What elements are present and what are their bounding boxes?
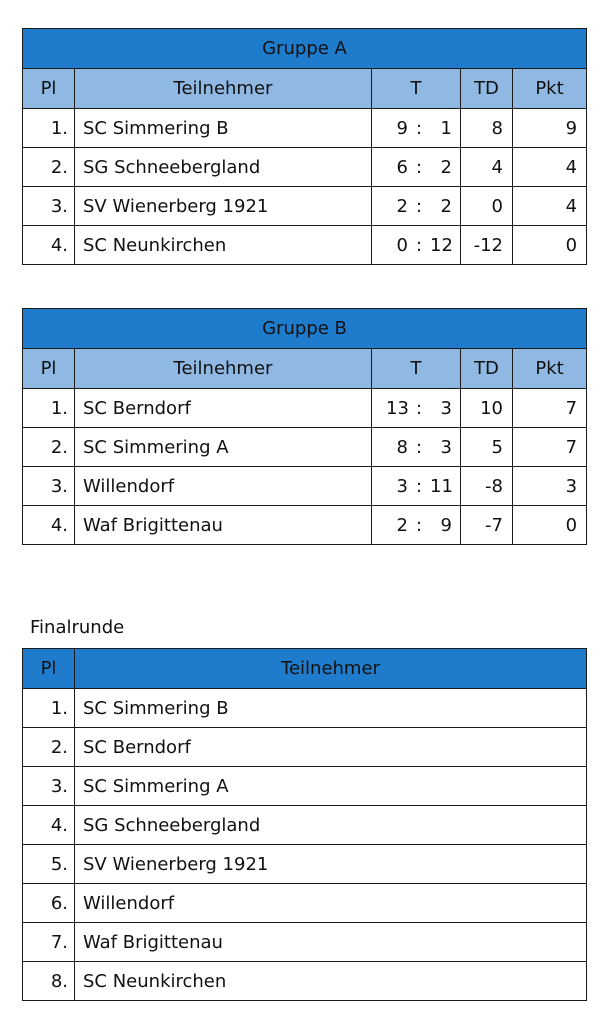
table-row xyxy=(23,226,587,265)
goals-for: 13 xyxy=(386,397,409,419)
goals-against: 3 xyxy=(440,397,452,419)
rank-cell: 4. xyxy=(23,226,75,265)
col-t: T xyxy=(372,349,461,389)
goals-for: 9 xyxy=(396,117,408,139)
goals-cell xyxy=(372,467,461,506)
group-b-title: Gruppe B xyxy=(23,309,587,349)
rank-cell: 2. xyxy=(23,728,75,767)
final-round-table xyxy=(22,648,587,1001)
col-td: TD xyxy=(461,69,513,109)
goal-difference-cell: 10 xyxy=(461,389,513,428)
col-pl: Pl xyxy=(23,649,75,689)
points-cell: 4 xyxy=(513,148,587,187)
final-header-row xyxy=(23,649,587,689)
team-name-cell: Waf Brigittenau xyxy=(75,923,587,962)
group-a-title: Gruppe A xyxy=(23,29,587,69)
rank-cell: 1. xyxy=(23,109,75,148)
goal-difference-cell: -12 xyxy=(461,226,513,265)
col-pkt: Pkt xyxy=(513,349,587,389)
goals-for: 2 xyxy=(396,195,408,217)
goals-cell xyxy=(372,506,461,545)
goals-separator: : xyxy=(415,234,423,256)
table-row xyxy=(23,467,587,506)
table-row xyxy=(23,428,587,467)
team-name-cell: SV Wienerberg 1921 xyxy=(75,187,372,226)
points-cell: 7 xyxy=(513,389,587,428)
rank-cell: 1. xyxy=(23,389,75,428)
goals-for: 8 xyxy=(396,436,408,458)
table-row xyxy=(23,506,587,545)
team-name-cell: Willendorf xyxy=(75,467,372,506)
goals-separator: : xyxy=(415,514,423,536)
goals-cell xyxy=(372,428,461,467)
col-team: Teilnehmer xyxy=(75,349,372,389)
rank-cell: 3. xyxy=(23,467,75,506)
team-name-cell: SC Berndorf xyxy=(75,389,372,428)
col-pl: Pl xyxy=(23,349,75,389)
goals-cell xyxy=(372,226,461,265)
rank-cell: 3. xyxy=(23,187,75,226)
points-cell: 9 xyxy=(513,109,587,148)
team-name-cell: SC Simmering B xyxy=(75,689,587,728)
rank-cell: 1. xyxy=(23,689,75,728)
goal-difference-cell: 8 xyxy=(461,109,513,148)
group-b-header-row xyxy=(23,349,587,389)
final-round-label: Finalrunde xyxy=(30,617,125,638)
team-name-cell: SC Neunkirchen xyxy=(75,962,587,1001)
team-name-cell: SC Simmering A xyxy=(75,767,587,806)
points-cell: 3 xyxy=(513,467,587,506)
table-row xyxy=(23,884,587,923)
col-team: Teilnehmer xyxy=(75,69,372,109)
rank-cell: 4. xyxy=(23,806,75,845)
col-t: T xyxy=(372,69,461,109)
table-row xyxy=(23,923,587,962)
goals-against: 1 xyxy=(440,117,452,139)
col-pkt: Pkt xyxy=(513,69,587,109)
goals-separator: : xyxy=(415,397,423,419)
table-row xyxy=(23,148,587,187)
goals-cell xyxy=(372,389,461,428)
group-a-header-row xyxy=(23,69,587,109)
goal-difference-cell: -7 xyxy=(461,506,513,545)
goals-separator: : xyxy=(415,475,423,497)
goals-against: 9 xyxy=(440,514,452,536)
team-name-cell: SC Simmering B xyxy=(75,109,372,148)
goal-difference-cell: 4 xyxy=(461,148,513,187)
goals-separator: : xyxy=(415,195,423,217)
table-row xyxy=(23,845,587,884)
goals-separator: : xyxy=(415,117,423,139)
goals-against: 12 xyxy=(430,234,453,256)
col-team: Teilnehmer xyxy=(75,649,587,689)
team-name-cell: SG Schneebergland xyxy=(75,806,587,845)
team-name-cell: SC Berndorf xyxy=(75,728,587,767)
group-b-table xyxy=(22,308,587,545)
goals-separator: : xyxy=(415,436,423,458)
goals-cell xyxy=(372,109,461,148)
goal-difference-cell: -8 xyxy=(461,467,513,506)
team-name-cell: SC Neunkirchen xyxy=(75,226,372,265)
rank-cell: 4. xyxy=(23,506,75,545)
table-row xyxy=(23,767,587,806)
rank-cell: 8. xyxy=(23,962,75,1001)
table-row xyxy=(23,806,587,845)
goals-cell xyxy=(372,148,461,187)
goals-for: 6 xyxy=(396,156,408,178)
goals-against: 2 xyxy=(440,195,452,217)
goals-for: 3 xyxy=(396,475,408,497)
rank-cell: 7. xyxy=(23,923,75,962)
goals-for: 2 xyxy=(396,514,408,536)
team-name-cell: Waf Brigittenau xyxy=(75,506,372,545)
rank-cell: 3. xyxy=(23,767,75,806)
goal-difference-cell: 0 xyxy=(461,187,513,226)
col-pl: Pl xyxy=(23,69,75,109)
rank-cell: 2. xyxy=(23,148,75,187)
table-row xyxy=(23,689,587,728)
table-row xyxy=(23,962,587,1001)
goals-against: 2 xyxy=(440,156,452,178)
goals-against: 11 xyxy=(430,475,453,497)
table-row xyxy=(23,109,587,148)
team-name-cell: SC Simmering A xyxy=(75,428,372,467)
points-cell: 4 xyxy=(513,187,587,226)
goals-cell xyxy=(372,187,461,226)
points-cell: 0 xyxy=(513,226,587,265)
goals-separator: : xyxy=(415,156,423,178)
col-td: TD xyxy=(461,349,513,389)
goal-difference-cell: 5 xyxy=(461,428,513,467)
table-row xyxy=(23,728,587,767)
rank-cell: 2. xyxy=(23,428,75,467)
points-cell: 7 xyxy=(513,428,587,467)
team-name-cell: SV Wienerberg 1921 xyxy=(75,845,587,884)
group-a-table xyxy=(22,28,587,265)
rank-cell: 5. xyxy=(23,845,75,884)
goals-for: 0 xyxy=(396,234,408,256)
table-row xyxy=(23,187,587,226)
team-name-cell: Willendorf xyxy=(75,884,587,923)
goals-against: 3 xyxy=(440,436,452,458)
table-row xyxy=(23,389,587,428)
points-cell: 0 xyxy=(513,506,587,545)
rank-cell: 6. xyxy=(23,884,75,923)
team-name-cell: SG Schneebergland xyxy=(75,148,372,187)
